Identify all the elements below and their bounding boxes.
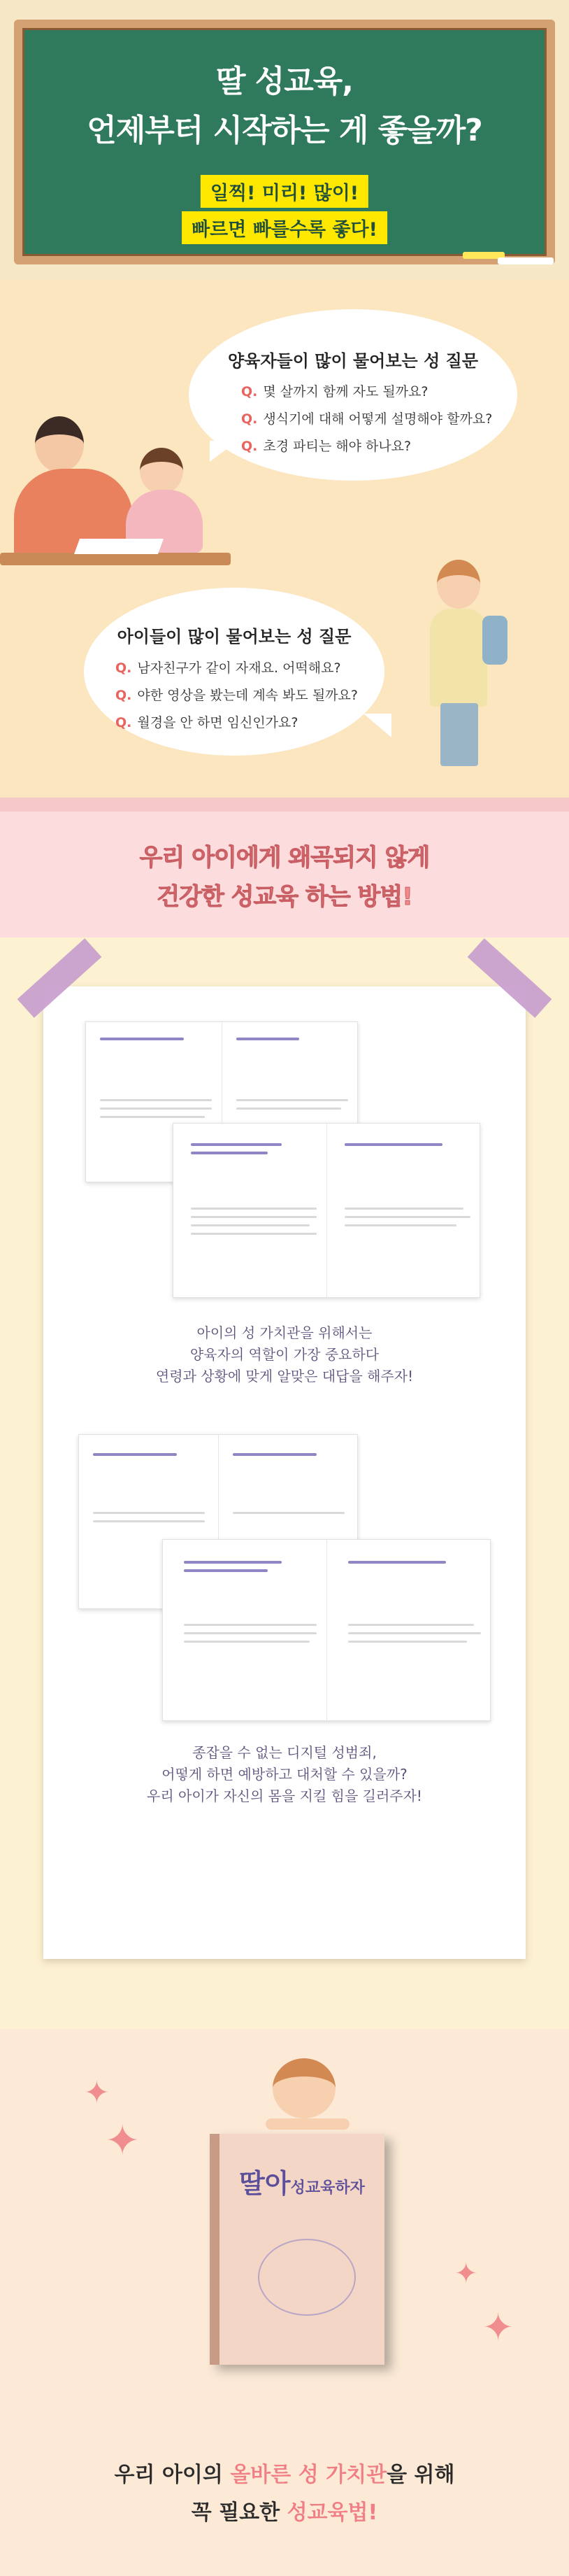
spread-text-line	[345, 1216, 470, 1218]
method-line2: 건강한 성교육 하는 방법!	[157, 883, 412, 911]
poster-caption-2	[43, 1742, 526, 1807]
question-text: 몇 살까지 함께 자도 될까요?	[263, 384, 428, 399]
question-mark: Q.	[115, 715, 132, 730]
book-spread-image	[162, 1539, 491, 1721]
spread-text-line	[100, 1116, 205, 1118]
spread-text-line	[93, 1512, 205, 1514]
method-line1: 우리 아이에게 왜곡되지 않게	[139, 844, 430, 872]
spread-text-line	[236, 1099, 348, 1101]
spread-heading	[233, 1453, 317, 1456]
girl-body-illustration	[430, 609, 487, 707]
child-head-illustration	[140, 448, 183, 494]
list-item	[115, 712, 358, 731]
question-mark: Q.	[115, 688, 132, 703]
spread-text-line	[348, 1624, 474, 1626]
list-item	[241, 381, 492, 400]
closing-highlight: 올바른 성 가치관	[230, 2463, 387, 2487]
sparkle-icon: ✦	[105, 2116, 141, 2165]
headline-line2: 언제부터 시작하는 게 좋을까?	[87, 113, 482, 148]
sparkle-icon: ✦	[454, 2258, 478, 2290]
caption-line: 어떻게 하면 예방하고 대처할 수 있을까?	[161, 1766, 408, 1783]
girl-hands-illustration	[266, 2118, 350, 2130]
spread-text-line	[345, 1208, 463, 1210]
closing-prefix: 꼭 필요한	[191, 2500, 287, 2525]
desk-illustration	[0, 553, 231, 565]
spread-text-line	[100, 1107, 212, 1110]
spread-heading	[191, 1152, 268, 1154]
book-title	[219, 2162, 384, 2200]
spread-text-line	[93, 1520, 205, 1522]
spread-heading	[93, 1453, 177, 1456]
sparkle-icon: ✦	[84, 2075, 110, 2111]
spread-heading	[191, 1143, 282, 1146]
poster-section	[0, 937, 569, 2029]
list-item	[115, 685, 358, 704]
white-chalk-icon	[498, 257, 554, 264]
spread-text-line	[348, 1632, 481, 1634]
chalkboard	[14, 20, 555, 264]
book-section	[0, 2029, 569, 2576]
spread-fold	[326, 1540, 327, 1720]
list-item	[241, 436, 492, 455]
paper-illustration	[74, 539, 164, 554]
spread-heading	[345, 1143, 442, 1146]
question-mark: Q.	[115, 660, 132, 676]
kid-questions-list	[115, 658, 358, 739]
spread-text-line	[191, 1233, 317, 1235]
poster	[43, 986, 526, 1959]
bubble-tail	[210, 441, 238, 462]
girl-legs-illustration	[440, 703, 478, 766]
question-mark: Q.	[241, 384, 258, 399]
poster-caption-1	[43, 1322, 526, 1387]
spread-text-line	[184, 1624, 317, 1626]
tagline-line1: 일찍! 미리! 많이!	[201, 175, 368, 208]
caption-line: 종잡을 수 없는 디지털 성범죄,	[192, 1744, 377, 1761]
headline-line1: 딸 성교육,	[215, 64, 354, 99]
closing-line2	[0, 2495, 569, 2526]
girl-peeking-illustration	[273, 2058, 336, 2118]
spread-text-line	[100, 1099, 212, 1101]
caption-line: 양육자의 역할이 가장 중요하다	[189, 1346, 380, 1363]
spread-text-line	[184, 1641, 310, 1643]
book-cover	[210, 2134, 384, 2365]
spread-heading	[100, 1038, 184, 1040]
spread-heading	[184, 1561, 282, 1564]
caption-line: 우리 아이가 자신의 몸을 지킬 힘을 길러주자!	[147, 1788, 422, 1804]
spread-text-line	[345, 1224, 456, 1226]
spread-heading	[236, 1038, 299, 1040]
spread-text-line	[348, 1641, 467, 1643]
question-text: 야한 영상을 봤는데 계속 봐도 될까요?	[137, 688, 358, 703]
closing-line1	[0, 2457, 569, 2488]
caption-line: 아이의 성 가치관을 위해서는	[196, 1324, 373, 1341]
question-text: 월경을 안 하면 임신인가요?	[137, 715, 298, 730]
spread-fold	[326, 1124, 327, 1297]
parent-questions-title: 양육자들이 많이 물어보는 성 질문	[228, 351, 478, 371]
question-mark: Q.	[241, 439, 258, 454]
spread-text-line	[236, 1107, 341, 1110]
spread-text-line	[233, 1512, 345, 1514]
header-section	[0, 0, 569, 280]
list-item	[241, 409, 492, 427]
caption-line: 연령과 상황에 맞게 알맞은 대답을 해주자!	[155, 1368, 414, 1385]
spread-text-line	[191, 1224, 310, 1226]
book-title-rest: 성교육하자	[290, 2179, 365, 2197]
spread-heading	[348, 1561, 446, 1564]
method-banner	[0, 798, 569, 937]
spread-heading	[184, 1569, 268, 1572]
question-mark: Q.	[241, 411, 258, 427]
questions-section	[0, 280, 569, 798]
closing-prefix: 우리 아이의	[114, 2463, 231, 2487]
spread-text-line	[191, 1208, 317, 1210]
book-spread-image	[173, 1123, 480, 1298]
spread-text-line	[184, 1632, 317, 1634]
sparkle-icon: ✦	[482, 2305, 514, 2349]
kid-questions-title: 아이들이 많이 물어보는 성 질문	[117, 627, 352, 646]
question-text: 생식기에 대해 어떻게 설명해야 할까요?	[263, 411, 493, 427]
closing-suffix: 을 위해	[387, 2463, 455, 2487]
parent-questions-list	[241, 381, 492, 463]
book-title-main: 딸아	[239, 2168, 291, 2199]
question-text: 남자친구가 같이 자재요. 어떡해요?	[137, 660, 341, 676]
list-item	[115, 658, 358, 677]
backpack-icon	[482, 616, 507, 665]
tagline-line2: 빠르면 빠를수록 좋다!	[182, 211, 387, 244]
spread-text-line	[191, 1216, 317, 1218]
closing-highlight: 성교육법!	[287, 2500, 378, 2525]
book-cover-illustration	[258, 2239, 356, 2316]
parent-head-illustration	[35, 416, 84, 472]
girl-head-illustration	[437, 560, 480, 609]
bubble-tail	[363, 714, 391, 737]
question-text: 초경 파티는 해야 하나요?	[263, 439, 412, 454]
